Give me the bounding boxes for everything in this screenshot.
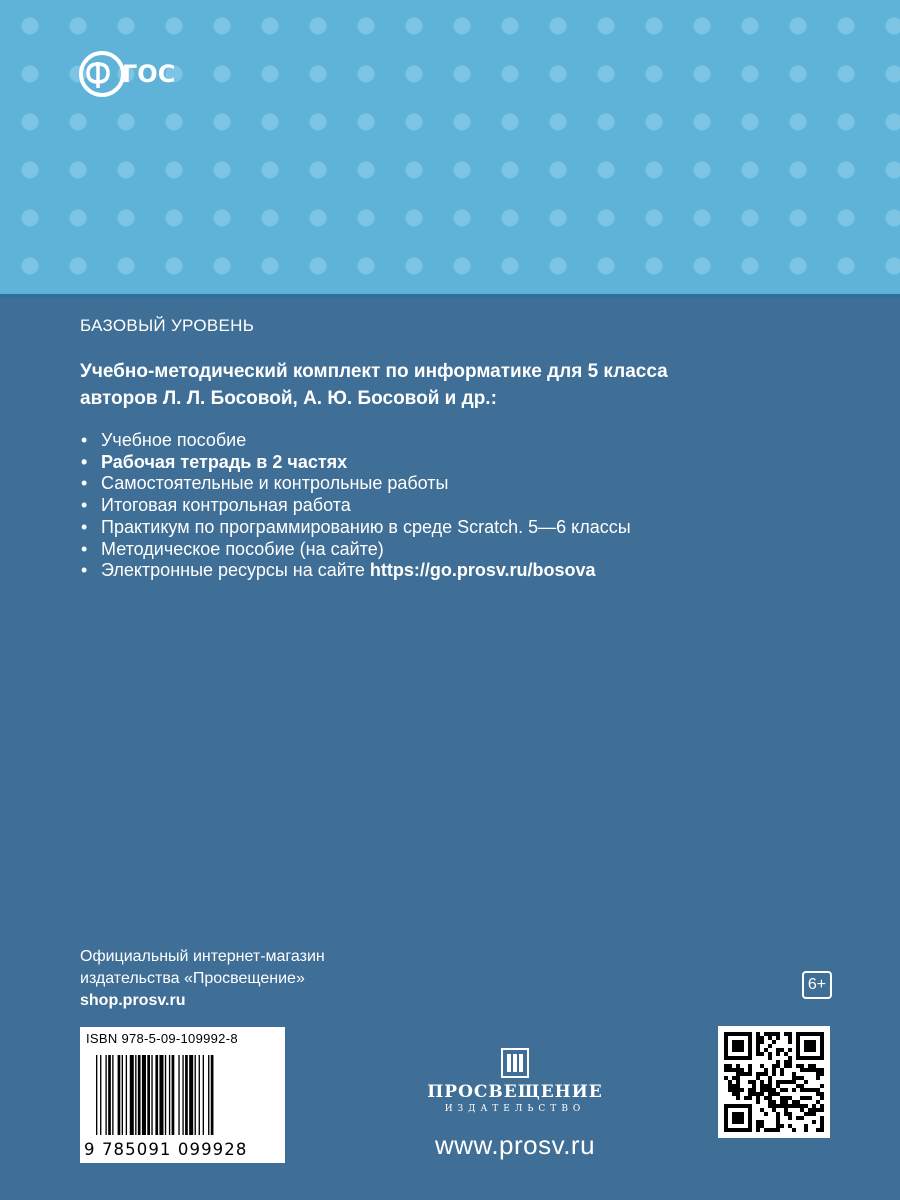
isbn-label: ISBN 978-5-09-109992-8: [86, 1031, 238, 1046]
kit-items-list: [80, 430, 840, 582]
shop-info: [80, 946, 325, 1012]
list-item-resources: [80, 560, 840, 582]
shop-line-2: издательства «Просвещение»: [80, 970, 305, 987]
kit-intro-line-1: Учебно-методический комплект по информатике для 5 класса: [80, 361, 668, 382]
series-description: [80, 316, 840, 582]
publisher-subtitle: ИЗДАТЕЛЬСТВО: [444, 1104, 586, 1114]
publisher-block: [410, 1048, 620, 1161]
barcode-number: 9 785091 099928: [84, 1140, 248, 1159]
list-item: • Практикум по программированию в среде Scratch. 5—6 классы: [80, 517, 840, 539]
publisher-website[interactable]: www.prosv.ru: [434, 1130, 596, 1160]
shop-link[interactable]: shop.prosv.ru: [80, 992, 186, 1009]
age-rating-badge: 6+: [802, 971, 832, 999]
list-item: • Учебное пособие: [80, 430, 840, 452]
fgos-logo: [78, 46, 188, 106]
list-item-highlighted: • Рабочая тетрадь в 2 частях: [80, 452, 840, 474]
fgos-logo-text: ГОС: [122, 60, 176, 88]
publisher-name: ПРОСВЕЩЕНИЕ: [427, 1082, 603, 1102]
barcode-sticker: [80, 1027, 285, 1163]
kit-intro: [80, 358, 840, 412]
resources-text: Электронные ресурсы на сайте: [101, 560, 365, 581]
qr-code-icon: [724, 1032, 824, 1132]
kit-intro-line-2: авторов Л. Л. Босовой, А. Ю. Босовой и др.:: [80, 388, 497, 409]
list-item: • Самостоятельные и контрольные работы: [80, 473, 840, 495]
fgos-emblem-icon: [78, 50, 126, 98]
shop-line-1: Официальный интернет-магазин: [80, 948, 325, 965]
qr-code: [718, 1026, 830, 1138]
list-item: • Методическое пособие (на сайте): [80, 539, 840, 561]
level-label: БАЗОВЫЙ УРОВЕНЬ: [80, 316, 255, 335]
decorative-top-band: [0, 0, 900, 298]
list-item: • Итоговая контрольная работа: [80, 495, 840, 517]
barcode-icon: [94, 1055, 274, 1135]
resources-link[interactable]: https://go.prosv.ru/bosova: [369, 560, 596, 581]
publisher-logo-icon: [501, 1048, 529, 1078]
